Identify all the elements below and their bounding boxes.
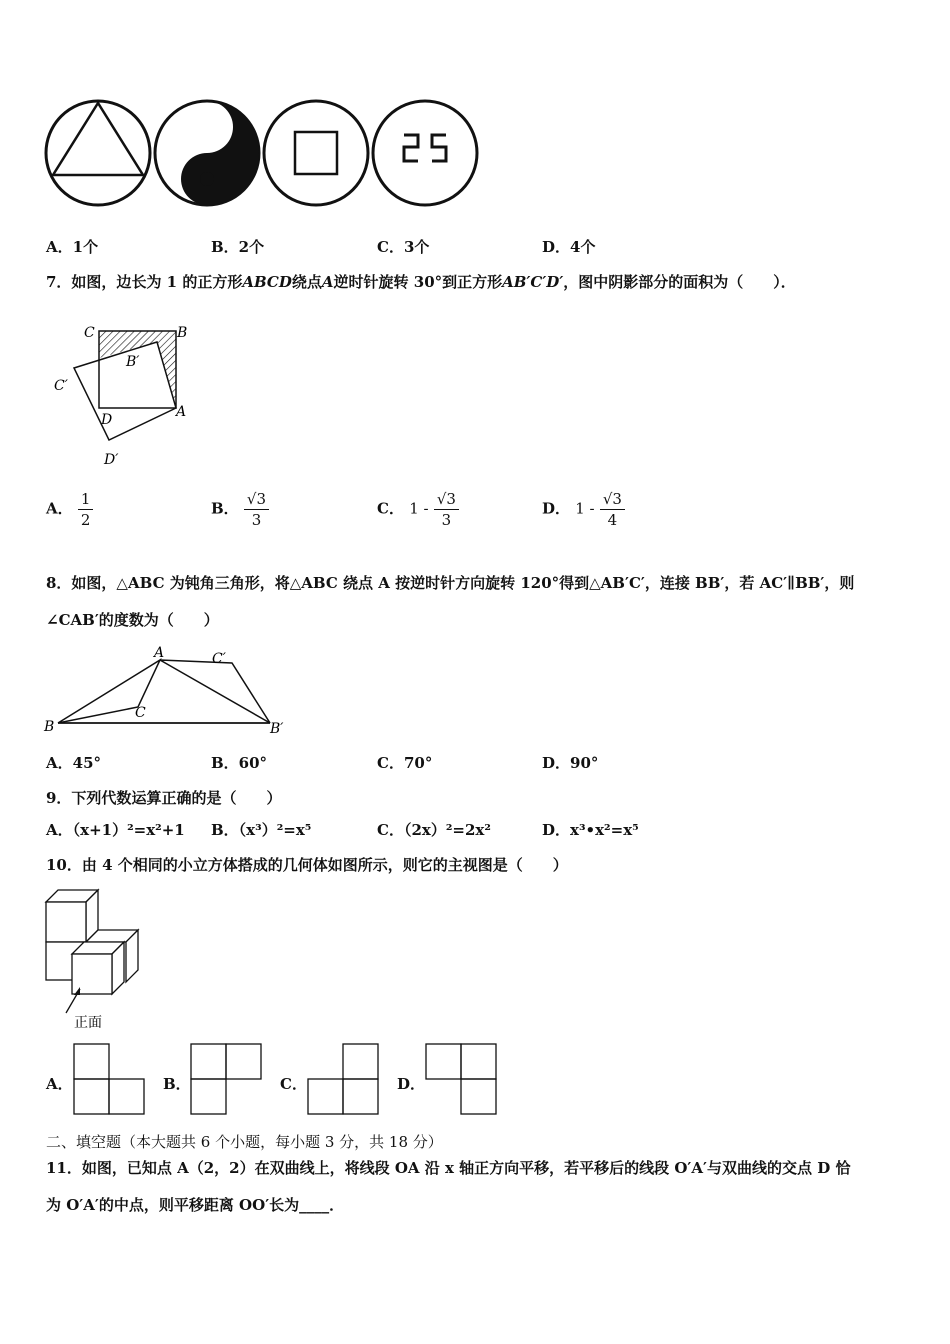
q8-option-b[interactable]: B．60° xyxy=(211,754,268,772)
q7-label-B: B xyxy=(177,325,188,341)
q7-label-B1: B′ xyxy=(126,354,140,370)
q10-option-a-label[interactable]: A． xyxy=(46,1075,73,1093)
q8-stem-line2: ∠CAB′的度数为（ ） xyxy=(46,611,219,629)
q8-label-A: A xyxy=(154,645,165,661)
q7-label-D1: D′ xyxy=(104,452,119,468)
q7-option-c[interactable]: C． 1 - $\frac{√3}{3}$ xyxy=(377,490,459,529)
circle-square-icon xyxy=(264,101,368,205)
q10-figure xyxy=(42,887,142,1032)
q10-option-d-figure[interactable] xyxy=(425,1043,499,1115)
q10-option-b-figure[interactable] xyxy=(190,1043,264,1115)
q7-label-D: D xyxy=(101,412,113,428)
q10-stem: 10．由 4 个相同的小立方体搭成的几何体如图所示，则它的主视图是（ ） xyxy=(46,856,568,874)
section2-title: 二、填空题（本大题共 6 个小题，每小题 3 分，共 18 分） xyxy=(46,1133,443,1151)
q8-option-c[interactable]: C．70° xyxy=(377,754,433,772)
q10-option-b-label[interactable]: B． xyxy=(163,1075,191,1093)
q10-front-label: 正面 xyxy=(74,1015,102,1031)
q11-stem-line2: 为 O′A′的中点，则平移距离 OO′长为____． xyxy=(46,1196,345,1214)
q8-label-B1: B′ xyxy=(270,721,284,737)
q6-option-d[interactable]: D．4个 xyxy=(542,238,596,256)
q8-option-a[interactable]: A．45° xyxy=(46,754,102,772)
q10-option-c-figure[interactable] xyxy=(307,1043,381,1115)
q10-option-a-figure[interactable] xyxy=(73,1043,147,1115)
q9-option-a[interactable]: A．（x+1）²=x²+1 xyxy=(46,821,185,839)
q8-option-d[interactable]: D．90° xyxy=(542,754,599,772)
q9-option-d[interactable]: D．x³•x²=x⁵ xyxy=(542,821,639,839)
q7-label-C1: C′ xyxy=(54,378,68,394)
q6-option-b[interactable]: B．2个 xyxy=(211,238,265,256)
yin-yang-icon xyxy=(155,101,259,205)
q7-option-a[interactable]: A． $\frac{1}{2}$ xyxy=(46,490,93,529)
q8-stem-line1: 8．如图，△ABC 为钝角三角形，将△ABC 绕点 A 按逆时针方向旋转 120°得到△AB′C′，连接 BB′，若 AC′∥BB′，则 xyxy=(46,574,855,592)
q11-stem-line1: 11．如图，已知点 A（2，2）在双曲线上，将线段 OA 沿 x 轴正方向平移，若平移后的线段 O′A′与双曲线的交点 D 恰 xyxy=(46,1159,851,1177)
q9-option-c[interactable]: C．（2x）²=2x² xyxy=(377,821,491,839)
q7-label-C: C xyxy=(84,325,95,341)
q9-stem: 9．下列代数运算正确的是（ ） xyxy=(46,789,282,807)
q7-option-d[interactable]: D． 1 - $\frac{√3}{4}$ xyxy=(542,490,625,529)
q8-label-B: B xyxy=(44,719,55,735)
q6-option-c[interactable]: C．3个 xyxy=(377,238,430,256)
q7-stem: 7．如图，边长为 1 的正方形ABCD绕点A逆时针旋转 30°到正方形AB′C′D′，图中阴影部分的面积为（ ）． xyxy=(46,273,796,291)
q10-option-d-label[interactable]: D． xyxy=(397,1075,426,1093)
circle-pattern-icon xyxy=(373,101,477,205)
q8-figure xyxy=(42,643,290,738)
q7-label-A: A xyxy=(176,404,187,420)
q7-figure xyxy=(48,318,198,473)
q7-option-b[interactable]: B． $\frac{√3}{3}$ xyxy=(211,490,269,529)
q8-label-C: C xyxy=(135,705,146,721)
q9-option-b[interactable]: B．（x³）²=x⁵ xyxy=(211,821,312,839)
q8-label-C1: C′ xyxy=(212,651,226,667)
q6-figure xyxy=(40,95,485,213)
q6-option-a[interactable]: A．1个 xyxy=(46,238,99,256)
circle-triangle-icon xyxy=(46,101,150,205)
q10-option-c-label[interactable]: C． xyxy=(280,1075,307,1093)
